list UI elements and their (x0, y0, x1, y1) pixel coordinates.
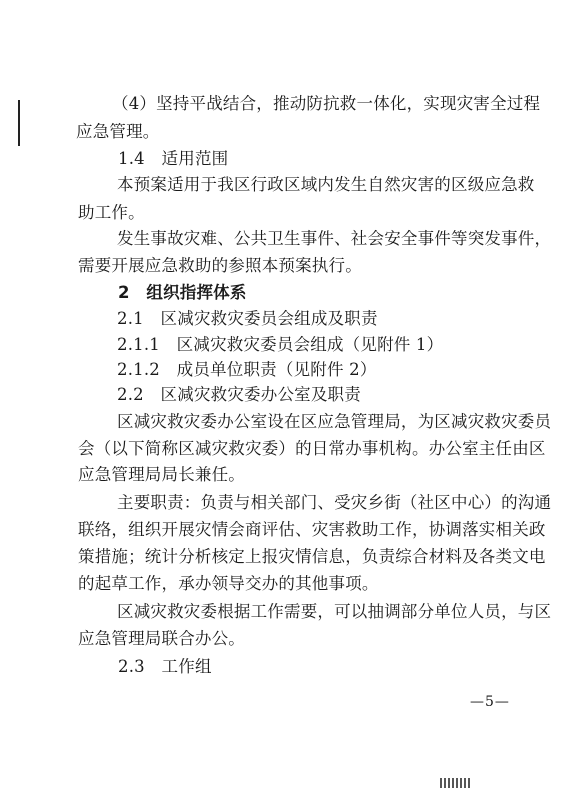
text-line: 主要职责：负责与相关部门、受灾乡街（社区中心）的沟通 (117, 493, 552, 512)
text-line: 会（以下简称区减灾救灾委）的日常办事机构。办公室主任由区 (78, 439, 546, 458)
section-heading: 2.3 工作组 (118, 657, 212, 676)
subsection-heading: 2.1.2 成员单位职责（见附件 2） (117, 360, 377, 379)
text-line: 应急管理。 (76, 122, 160, 141)
text-line: 联络，组织开展灾情会商评估、灾害救助工作，协调落实相关政 (78, 520, 546, 539)
text-line: 助工作。 (78, 203, 145, 222)
margin-mark (18, 100, 20, 146)
subsection-heading: 2.1.1 区减灾救灾委员会组成（见附件 1） (117, 335, 444, 354)
text-line: 应急管理局局长兼任。 (78, 465, 245, 484)
text-line: 需要开展应急救助的参照本预案执行。 (78, 256, 362, 275)
chapter-heading: 2 组织指挥体系 (118, 283, 247, 302)
text-line: 的起草工作，承办领导交办的其他事项。 (78, 574, 379, 593)
text-line: 应急管理局联合办公。 (78, 629, 245, 648)
text-line: 策措施；统计分析核定上报灾情信息，负责综合材料及各类文电 (78, 547, 546, 566)
text-line: 本预案适用于我区行政区域内发生自然灾害的区级应急救 (117, 175, 535, 194)
section-heading: 2.2 区减灾救灾委办公室及职责 (117, 385, 361, 404)
barcode-icon (440, 778, 470, 788)
text-line: 区减灾救灾委办公室设在区应急管理局，为区减灾救灾委员 (117, 412, 552, 431)
text-line: （4）坚持平战结合，推动防抗救一体化，实现灾害全过程 (112, 94, 541, 113)
text-line: 发生事故灾难、公共卫生事件、社会安全事件等突发事件， (117, 229, 552, 248)
section-heading: 2.1 区减灾救灾委员会组成及职责 (117, 309, 378, 328)
section-heading: 1.4 适用范围 (118, 149, 229, 168)
text-line: 区减灾救灾委根据工作需要，可以抽调部分单位人员，与区 (117, 602, 552, 621)
page-number: —5— (470, 694, 510, 710)
